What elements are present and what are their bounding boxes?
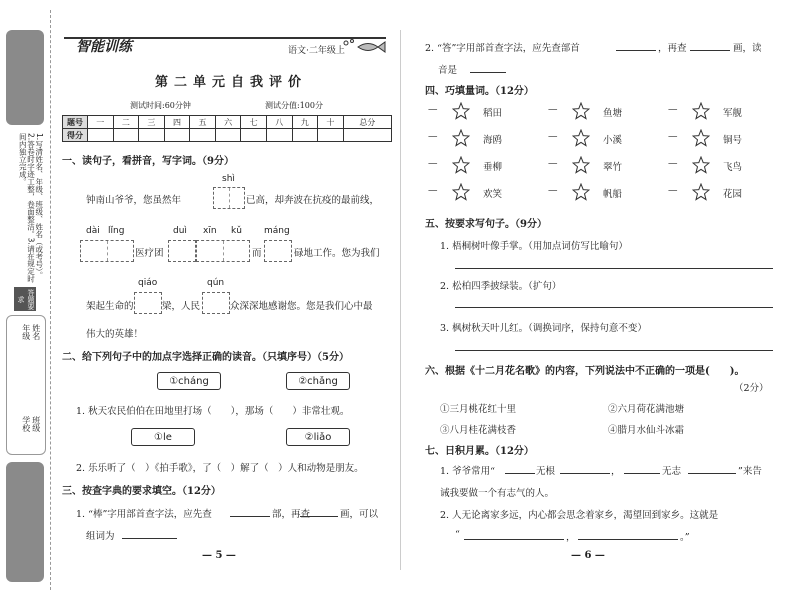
answer-blank[interactable]	[616, 50, 656, 51]
q3-text: 2. “答”字用部首查字法，应先查部首	[425, 43, 580, 54]
star-answer-box[interactable]	[452, 183, 470, 201]
test-score: 测试分值:100分	[265, 101, 323, 110]
q3-text: 音是	[438, 65, 458, 76]
score-cell[interactable]	[292, 129, 318, 142]
page-number-right: — 6 —	[571, 550, 605, 561]
score-col: 一	[88, 116, 114, 129]
score-col: 七	[241, 116, 267, 129]
dash-mark: —	[668, 185, 678, 196]
sidebar-notice: 1.写清姓名、年级、班级、姓名（或考号）。2.答卷时字迹工整，卷面整洁。3.请在规定时间内独立完成。	[18, 133, 44, 283]
answer-blank[interactable]	[470, 72, 506, 73]
star-answer-box[interactable]	[452, 129, 470, 147]
pinyin: duì	[173, 226, 187, 236]
pinyin: máng	[264, 226, 290, 236]
score-row-head: 得分	[63, 129, 88, 142]
answer-line[interactable]	[455, 350, 773, 351]
q7-text: ”来告	[738, 466, 762, 477]
answer-blank[interactable]	[690, 50, 730, 51]
score-cell[interactable]	[241, 129, 267, 142]
answer-grid[interactable]	[80, 240, 134, 262]
page-title: 第二单元自我评价	[155, 75, 308, 90]
star-answer-box[interactable]	[692, 183, 710, 201]
pinyin: qiáo	[138, 278, 158, 288]
score-cell[interactable]	[164, 129, 190, 142]
q2-title: 二、给下列句子中的加点字选择正确的读音。（只填序号）（5分）	[62, 352, 349, 363]
q5-prompt: 1. 梧桐树叶像手掌。（用加点词仿写比喻句）	[440, 241, 628, 252]
q1-text: 架起生命的	[86, 301, 134, 312]
q6-score: （2分）	[734, 383, 769, 394]
star-answer-box[interactable]	[572, 156, 590, 174]
field-name: 姓名	[31, 324, 41, 340]
answer-blank[interactable]	[230, 516, 270, 517]
q7-text: 无志	[662, 466, 682, 477]
subject-label: 语文·二年级上	[288, 46, 345, 56]
q3-text: ，再查	[658, 43, 687, 54]
q6-option: ④腊月水仙斗冰霜	[608, 425, 685, 436]
q1-text: 碌地工作。您为我们	[294, 248, 380, 259]
field-class: 班级	[31, 416, 41, 432]
reading-option: ①cháng	[157, 372, 221, 390]
q6-title: 六、根据《十二月花名歌》的内容，下列说法中不正确的一项是( )。	[425, 366, 745, 377]
q4-noun: 帆船	[603, 189, 623, 200]
cut-line	[50, 10, 51, 590]
q4-noun: 垂柳	[483, 162, 503, 173]
score-cell[interactable]	[139, 129, 165, 142]
dash-mark: —	[668, 104, 678, 115]
q1-title: 一、读句子，看拼音，写字词。（9分）	[62, 156, 234, 167]
q6-option: ③八月桂花满枝香	[440, 425, 517, 436]
star-answer-box[interactable]	[572, 129, 590, 147]
answer-blank[interactable]	[505, 473, 535, 474]
pinyin: lǐng	[108, 226, 125, 236]
score-col: 十	[318, 116, 344, 129]
q1-text: 钟南山爷爷，您虽然年	[86, 195, 182, 206]
q1-text: 梁，人民	[162, 301, 201, 312]
score-cell[interactable]	[343, 129, 391, 142]
reading-option: ①le	[131, 428, 195, 446]
score-col: 三	[139, 116, 165, 129]
score-cell[interactable]	[266, 129, 292, 142]
q7-text: 2. 人无论离家多远，内心都会思念着家乡，渴望回到家乡。这就是	[440, 510, 719, 521]
binding-strip	[0, 0, 58, 601]
score-col: 六	[215, 116, 241, 129]
star-answer-box[interactable]	[452, 102, 470, 120]
answer-blank[interactable]	[464, 539, 564, 540]
score-row-head: 题号	[63, 116, 88, 129]
answer-blank[interactable]	[688, 473, 736, 474]
score-table	[62, 115, 392, 142]
answer-grid[interactable]	[168, 240, 196, 262]
q3-text: 组词为	[86, 531, 115, 542]
pinyin: xīn	[203, 226, 217, 236]
dash-mark: —	[668, 158, 678, 169]
q4-noun: 军舰	[723, 108, 743, 119]
q5-prompt: 2. 松柏四季披绿装。（扩句）	[440, 281, 562, 292]
q1-text: 众深深地感谢您。您是我们心中最	[230, 301, 373, 312]
student-info-box	[6, 315, 46, 455]
q1-text: 已高，却奔波在抗疫的最前线，	[246, 195, 380, 206]
score-col: 八	[266, 116, 292, 129]
reading-option: ②chǎng	[286, 372, 350, 390]
score-col: 五	[190, 116, 216, 129]
score-cell[interactable]	[190, 129, 216, 142]
q3-text: 画，可以	[340, 509, 379, 520]
dash-mark: —	[428, 131, 438, 142]
q3-text: 部，再查	[272, 509, 311, 520]
q4-noun: 铜号	[723, 135, 743, 146]
q4-noun: 翠竹	[603, 162, 623, 173]
answer-grid[interactable]	[196, 240, 250, 262]
q6-option: ②六月荷花满池塘	[608, 404, 685, 415]
q7-text: ，	[566, 532, 576, 543]
dash-mark: —	[548, 131, 558, 142]
q4-noun: 小溪	[603, 135, 623, 146]
q4-noun: 稻田	[483, 108, 503, 119]
reading-option: ②liǎo	[286, 428, 350, 446]
pinyin: kǔ	[231, 226, 242, 236]
pinyin: dài	[86, 226, 100, 236]
score-col: 总分	[343, 116, 391, 129]
dash-mark: —	[428, 158, 438, 169]
dash-mark: —	[548, 104, 558, 115]
q4-noun: 花园	[723, 189, 743, 200]
score-cell[interactable]	[88, 129, 114, 142]
strip-tab-top	[6, 30, 44, 125]
dash-mark: —	[668, 131, 678, 142]
answer-grid[interactable]	[264, 240, 292, 262]
answer-line[interactable]	[455, 307, 773, 308]
answer-grid[interactable]	[202, 292, 230, 314]
pinyin: qún	[207, 278, 225, 288]
score-cell[interactable]	[215, 129, 241, 142]
q4-title: 四、巧填量词。（12分）	[425, 86, 534, 97]
q7-text: 1. 爷爷常用“	[440, 466, 495, 477]
test-time: 测试时间:60分钟	[130, 101, 191, 110]
q4-noun: 欢笑	[483, 189, 503, 200]
score-col: 九	[292, 116, 318, 129]
answer-blank[interactable]	[122, 538, 177, 539]
dash-mark: —	[548, 185, 558, 196]
page-number-left: — 5 —	[202, 550, 236, 561]
field-school: 学校	[21, 416, 31, 432]
q4-noun: 飞鸟	[723, 162, 743, 173]
q7-text: “	[455, 529, 460, 540]
pinyin: shì	[222, 174, 235, 184]
answer-grid[interactable]	[213, 187, 245, 209]
q1-text: 医疗团	[135, 248, 164, 259]
page-divider	[400, 30, 401, 570]
q2-sentence: 2. 乐乐听了（ ）《拍手歌》，了（ ）解了（ ）人和动物是朋友。	[76, 463, 364, 474]
star-answer-box[interactable]	[692, 156, 710, 174]
answer-grid[interactable]	[134, 292, 162, 314]
brand-logo: 智能训练	[76, 39, 132, 55]
q5-prompt: 3. 枫树秋天叶儿红。（调换词序，保持句意不变）	[440, 323, 647, 334]
strip-tab-bottom	[6, 462, 44, 582]
answer-blank[interactable]	[560, 473, 610, 474]
star-answer-box[interactable]	[572, 183, 590, 201]
q7-text: 无根	[536, 466, 556, 477]
score-cell[interactable]	[318, 129, 344, 142]
q5-title: 五、按要求写句子。（9分）	[425, 219, 547, 230]
q4-noun: 鱼塘	[603, 108, 623, 119]
q1-text: 伟大的英雄！	[86, 329, 144, 340]
q6-option: ①三月桃花红十里	[440, 404, 517, 415]
answer-blank[interactable]	[300, 516, 338, 517]
q7-text: ，	[611, 466, 621, 477]
dash-mark: —	[428, 104, 438, 115]
score-col: 四	[164, 116, 190, 129]
q7-title: 七、日积月累。（12分）	[425, 446, 534, 457]
fish-icon	[340, 38, 390, 54]
star-answer-box[interactable]	[692, 129, 710, 147]
q3-text: 画，读	[733, 43, 762, 54]
answer-blank[interactable]	[624, 473, 660, 474]
dash-mark: —	[428, 185, 438, 196]
field-grade: 年级	[21, 324, 31, 340]
star-answer-box[interactable]	[572, 102, 590, 120]
q1-text: 而	[252, 248, 262, 259]
star-answer-box[interactable]	[452, 156, 470, 174]
q7-text: 诫我要做一个有志气的人。	[440, 488, 555, 499]
q2-sentence: 1. 秋天农民伯伯在田地里打场（ ），那场（ ）非常壮观。	[76, 406, 350, 417]
q7-text: 。”	[680, 532, 690, 543]
q4-noun: 海鸥	[483, 135, 503, 146]
q3-text: 1. “棒”字用部首查字法，应先查	[76, 509, 212, 520]
answer-line[interactable]	[455, 268, 773, 269]
score-col: 二	[113, 116, 139, 129]
answer-blank[interactable]	[578, 539, 678, 540]
dash-mark: —	[548, 158, 558, 169]
star-answer-box[interactable]	[692, 102, 710, 120]
score-cell[interactable]	[113, 129, 139, 142]
sidebar-label: 答题要求	[14, 287, 36, 311]
q3-title: 三、按查字典的要求填空。（12分）	[62, 486, 221, 497]
